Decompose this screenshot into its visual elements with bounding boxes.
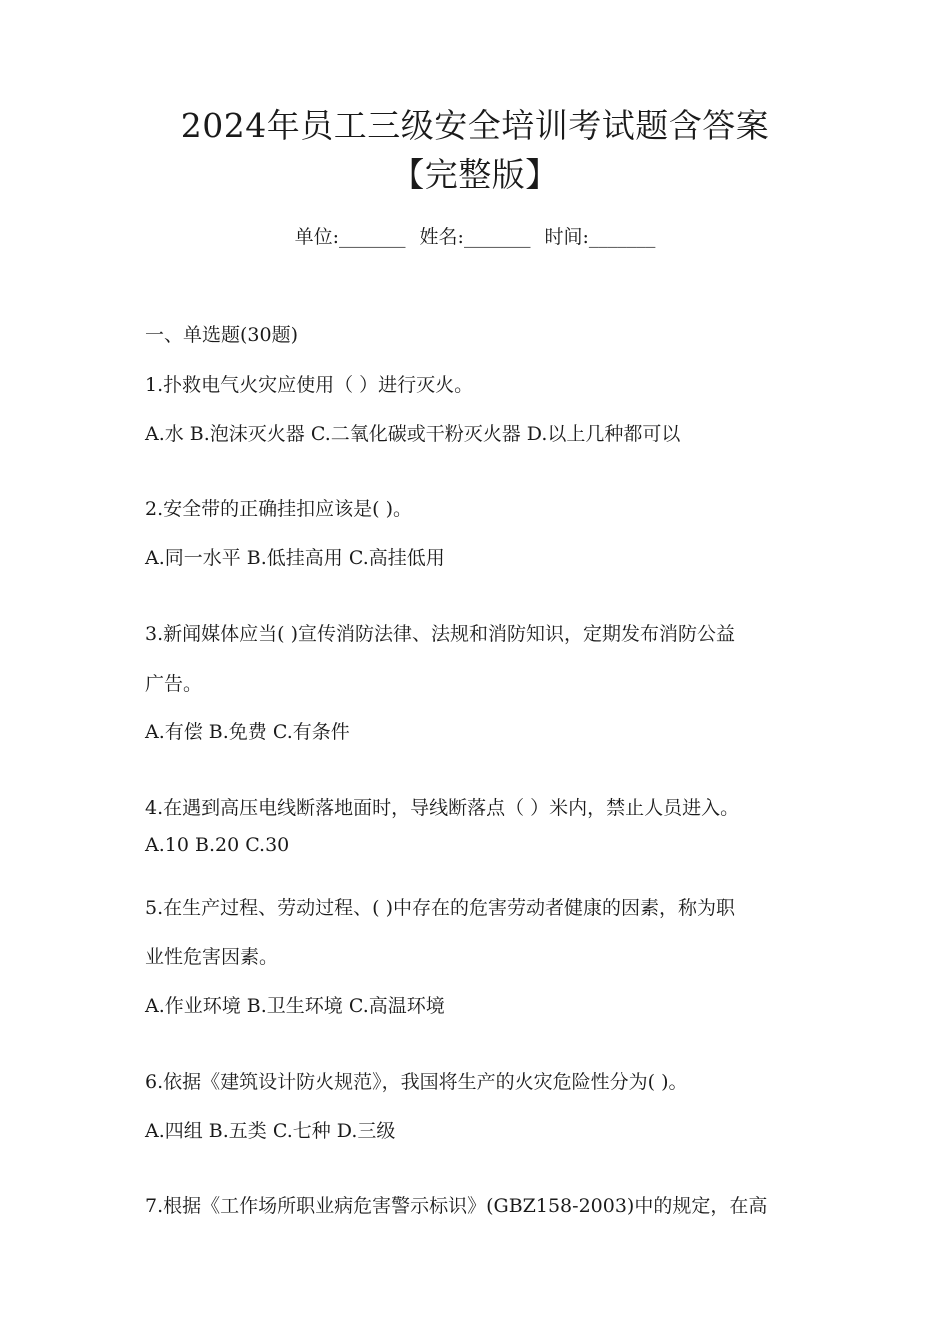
question-2-options: A.同一水平 B.低挂高用 C.高挂低用 bbox=[145, 547, 445, 569]
question-1-options: A.水 B.泡沫灭火器 C.二氧化碳或干粉灭火器 D.以上几种都可以 bbox=[145, 423, 681, 445]
question-5-stem-line-2: 业性危害因素。 bbox=[145, 946, 279, 968]
question-3-stem-line-1: 3.新闻媒体应当( )宣传消防法律、法规和消防知识，定期发布消防公益 bbox=[145, 623, 735, 645]
info-time: 时间:_______ bbox=[544, 226, 656, 248]
question-3-options: A.有偿 B.免费 C.有条件 bbox=[145, 721, 350, 743]
question-6-options: A.四组 B.五类 C.七种 D.三级 bbox=[145, 1120, 396, 1142]
question-4-stem: 4.在遇到高压电线断落地面时，导线断落点（ ）米内，禁止人员进入。 bbox=[145, 797, 740, 819]
question-3-stem-line-2: 广告。 bbox=[145, 673, 203, 695]
question-5-stem-line-1: 5.在生产过程、劳动过程、( )中存在的危害劳动者健康的因素，称为职 bbox=[145, 897, 735, 919]
info-line bbox=[0, 224, 950, 250]
question-2-stem: 2.安全带的正确挂扣应该是( )。 bbox=[145, 498, 412, 520]
document-title-line-1: 2024年员工三级安全培训考试题含答案 bbox=[180, 106, 770, 145]
info-unit: 单位:_______ bbox=[294, 226, 406, 248]
question-1-stem: 1.扑救电气火灾应使用（ ）进行灭火。 bbox=[145, 374, 474, 396]
question-7-stem-line-1: 7.根据《工作场所职业病危害警示标识》(GBZ158-2003)中的规定，在高 bbox=[145, 1195, 768, 1217]
question-4-options: A.10 B.20 C.30 bbox=[145, 834, 290, 856]
question-6-stem: 6.依据《建筑设计防火规范》，我国将生产的火灾危险性分为( )。 bbox=[145, 1071, 688, 1093]
info-name: 姓名:_______ bbox=[419, 226, 531, 248]
section-heading: 一、单选题(30题) bbox=[145, 324, 299, 346]
document-title-line-2: 【完整版】 bbox=[391, 155, 559, 194]
question-5-options: A.作业环境 B.卫生环境 C.高温环境 bbox=[145, 995, 445, 1017]
